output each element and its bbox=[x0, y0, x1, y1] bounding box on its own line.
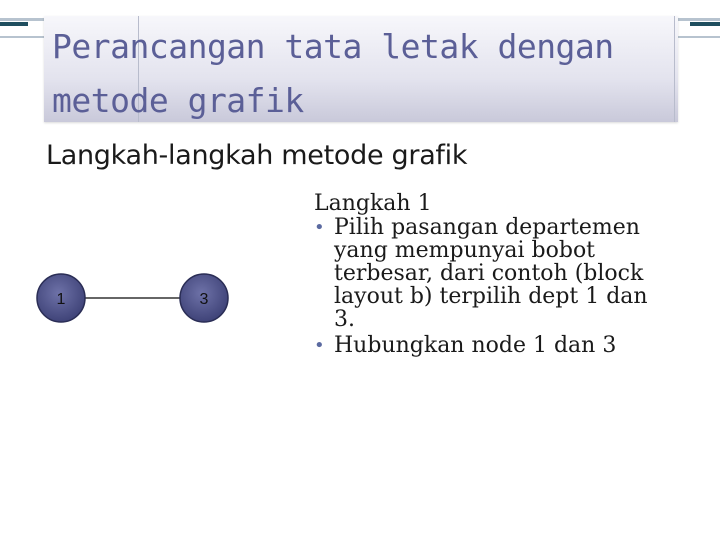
bullet-icon: • bbox=[314, 335, 325, 356]
slide-title-line-1: Perancangan tata letak dengan bbox=[52, 27, 614, 66]
bullet-item-2 bbox=[314, 334, 674, 357]
bullet-text-1: Pilih pasangan departemen yang mempunyai bobot terbesar, dari contoh (block layout b) terpilih dept 1 dan 3. bbox=[334, 215, 648, 332]
bullet-item-1 bbox=[314, 216, 674, 331]
node-3 bbox=[180, 274, 228, 322]
bullet-icon: • bbox=[314, 217, 325, 238]
node-1 bbox=[37, 274, 85, 322]
slide-title-line-2: metode grafik bbox=[52, 81, 304, 120]
slide-subtitle: Langkah-langkah metode grafik bbox=[46, 140, 468, 171]
content-panel bbox=[314, 192, 674, 357]
content-heading: Langkah 1 bbox=[314, 191, 432, 216]
bullet-text-2: Hubungkan node 1 dan 3 bbox=[334, 333, 617, 358]
node-3-label: 3 bbox=[199, 291, 209, 308]
node-1-label: 1 bbox=[56, 291, 66, 308]
